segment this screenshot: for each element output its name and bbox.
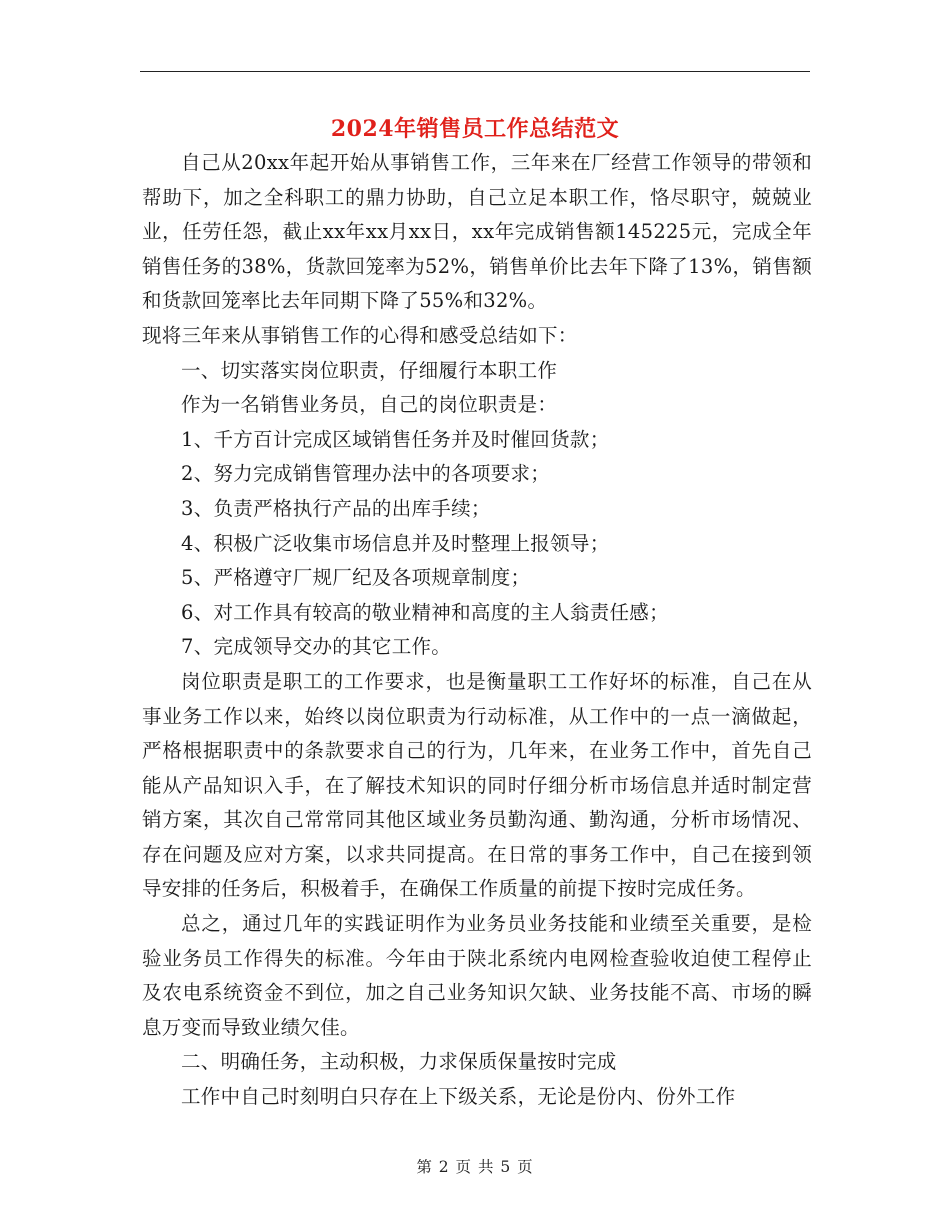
header-rule xyxy=(140,71,810,72)
paragraph-intro: 自己从20xx年起开始从事销售工作，三年来在厂经营工作领导的带领和帮助下，加之全科职工的鼎力协助，自己立足本职工作，恪尽职守，兢兢业业，任劳任怨，截止xx年xx月xx日，xx年完成销售额145225元，完成全年销售任务的38%，货款回笼率为52%，销售单价比去年下降了13%，销售额和货款回笼率比去年同期下降了55%和32%。 xyxy=(142,151,812,313)
list-item: 1、千方百计完成区域销售任务并及时催回货款； xyxy=(181,427,610,451)
paragraph-duties-discussion: 岗位职责是职工的工作要求，也是衡量职工工作好坏的标准，自己在从事业务工作以来，始终以岗位职责为行动标准，从工作中的一点一滴做起，严格根据职责中的条款要求自己的行为，几年来，在业务工作中，首先自己能从产品知识入手，在了解技术知识的同时仔细分析市场信息并适时制定营销方案，其次自己常常同其他区域业务员勤沟通、勤沟通，分析市场情况、存在问题及应对方案，以求共同提高。在日常的事务工作中，自己在接到领导安排的任务后，积极着手，在确保工作质量的前提下按时完成任务。 xyxy=(142,669,812,901)
list-item: 7、完成领导交办的其它工作。 xyxy=(181,635,452,659)
section-heading-1: 一、切实落实岗位职责，仔细履行本职工作 xyxy=(181,358,558,382)
paragraph-conclusion: 总之，通过几年的实践证明作为业务员业务技能和业绩至关重要，是检验业务员工作得失的标准。今年由于陕北系统内电网检查验收迫使工程停止及农电系统资金不到位，加之自己业务知识欠缺、业务技能不高、市场的瞬息万变而导致业绩欠佳。 xyxy=(142,912,812,1039)
list-item: 5、严格遵守厂规厂纪及各项规章制度； xyxy=(181,566,531,590)
document-body xyxy=(142,146,812,1115)
list-item: 6、对工作具有较高的敬业精神和高度的主人翁责任感； xyxy=(181,600,669,624)
paragraph-tasks: 工作中自己时刻明白只存在上下级关系，无论是份内、份外工作 xyxy=(181,1085,736,1109)
section-heading-2: 二、明确任务，主动积极，力求保质保量按时完成 xyxy=(181,1050,617,1074)
list-item: 4、积极广泛收集市场信息并及时整理上报领导； xyxy=(181,531,610,555)
page-number: 第 2 页 共 5 页 xyxy=(416,1158,534,1176)
paragraph-summary-lead: 现将三年来从事销售工作的心得和感受总结如下： xyxy=(142,323,578,347)
list-item: 2、努力完成销售管理办法中的各项要求； xyxy=(181,462,551,486)
list-item: 3、负责严格执行产品的出库手续； xyxy=(181,496,491,520)
document-title: 2024年销售员工作总结范文 xyxy=(330,116,620,142)
paragraph-duties-lead: 作为一名销售业务员，自己的岗位职责是： xyxy=(181,393,558,417)
